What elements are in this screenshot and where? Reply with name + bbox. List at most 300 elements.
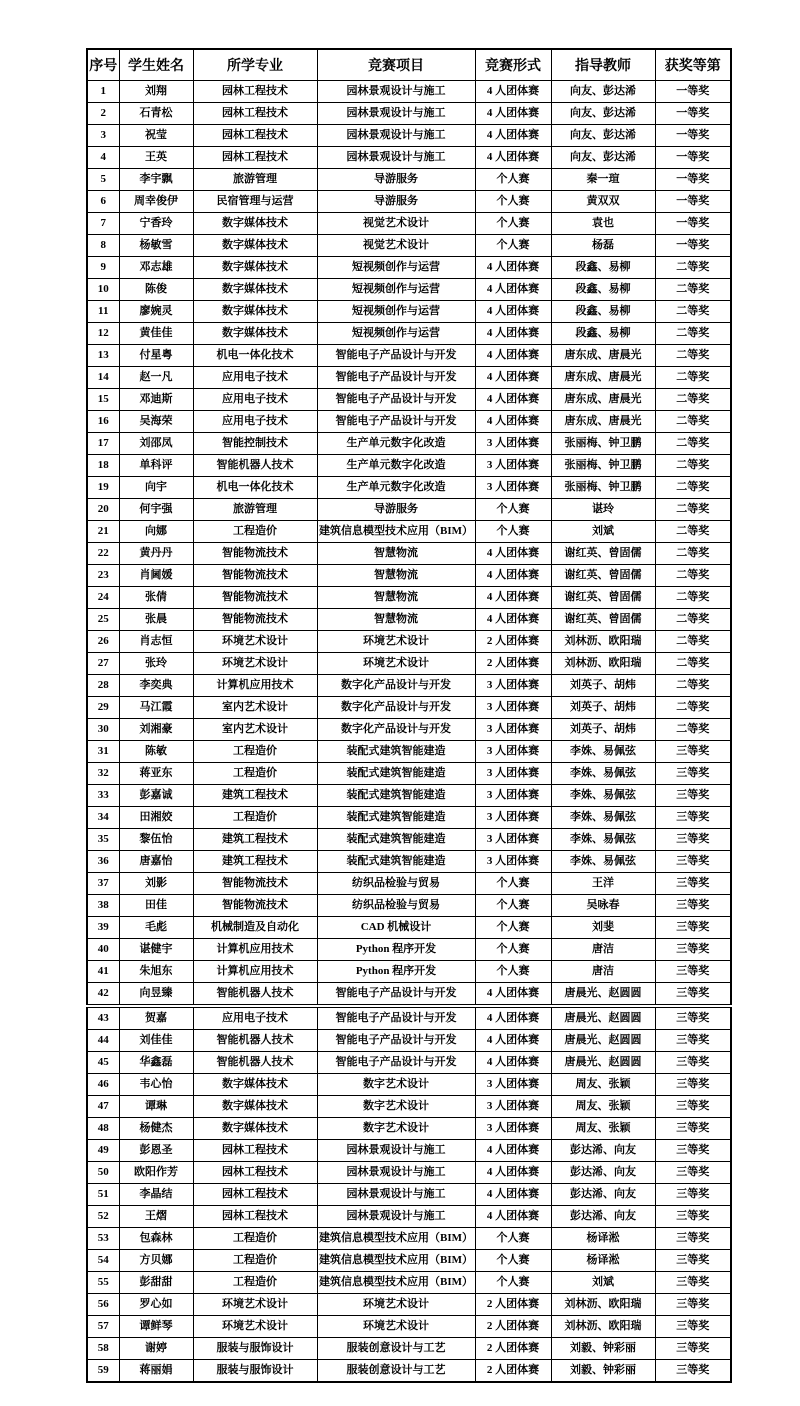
cell-award: 三等奖 bbox=[655, 1294, 731, 1316]
cell-student-name: 祝莹 bbox=[119, 125, 193, 147]
cell-index: 27 bbox=[87, 653, 119, 675]
cell-student-name: 谌健宇 bbox=[119, 939, 193, 961]
cell-format: 3 人团体赛 bbox=[475, 433, 551, 455]
cell-award: 一等奖 bbox=[655, 81, 731, 103]
cell-project: 智能电子产品设计与开发 bbox=[317, 1052, 475, 1074]
cell-project: 短视频创作与运营 bbox=[317, 257, 475, 279]
cell-format: 2 人团体赛 bbox=[475, 1316, 551, 1338]
cell-student-name: 黄佳佳 bbox=[119, 323, 193, 345]
cell-award: 三等奖 bbox=[655, 1272, 731, 1294]
cell-index: 31 bbox=[87, 741, 119, 763]
cell-format: 4 人团体赛 bbox=[475, 1206, 551, 1228]
cell-student-name: 刘影 bbox=[119, 873, 193, 895]
cell-project: 纺织品检验与贸易 bbox=[317, 895, 475, 917]
cell-index: 1 bbox=[87, 81, 119, 103]
cell-award: 三等奖 bbox=[655, 785, 731, 807]
cell-student-name: 贺嘉 bbox=[119, 1006, 193, 1030]
table-row bbox=[87, 1162, 731, 1184]
cell-format: 4 人团体赛 bbox=[475, 367, 551, 389]
cell-award: 二等奖 bbox=[655, 477, 731, 499]
table-row bbox=[87, 631, 731, 653]
cell-student-name: 马江霞 bbox=[119, 697, 193, 719]
cell-index: 43 bbox=[87, 1006, 119, 1030]
cell-major: 数字媒体技术 bbox=[193, 279, 317, 301]
cell-format: 4 人团体赛 bbox=[475, 609, 551, 631]
column-header-student-name: 学生姓名 bbox=[119, 49, 193, 81]
cell-format: 3 人团体赛 bbox=[475, 1118, 551, 1140]
cell-project: 装配式建筑智能建造 bbox=[317, 829, 475, 851]
table-row bbox=[87, 1272, 731, 1294]
table-row bbox=[87, 367, 731, 389]
cell-advisor: 段鑫、易柳 bbox=[551, 257, 655, 279]
cell-major: 工程造价 bbox=[193, 1250, 317, 1272]
cell-student-name: 黎伍怡 bbox=[119, 829, 193, 851]
cell-major: 园林工程技术 bbox=[193, 147, 317, 169]
cell-award: 二等奖 bbox=[655, 345, 731, 367]
cell-student-name: 韦心怡 bbox=[119, 1074, 193, 1096]
cell-major: 建筑工程技术 bbox=[193, 851, 317, 873]
cell-major: 室内艺术设计 bbox=[193, 697, 317, 719]
column-header-project: 竞赛项目 bbox=[317, 49, 475, 81]
cell-advisor: 李姝、易佩弦 bbox=[551, 741, 655, 763]
cell-student-name: 刘翔 bbox=[119, 81, 193, 103]
cell-advisor: 周友、张颖 bbox=[551, 1074, 655, 1096]
cell-format: 3 人团体赛 bbox=[475, 1096, 551, 1118]
cell-format: 4 人团体赛 bbox=[475, 147, 551, 169]
cell-format: 2 人团体赛 bbox=[475, 631, 551, 653]
cell-major: 计算机应用技术 bbox=[193, 675, 317, 697]
table-row bbox=[87, 411, 731, 433]
cell-project: 视觉艺术设计 bbox=[317, 213, 475, 235]
cell-award: 一等奖 bbox=[655, 169, 731, 191]
cell-advisor: 唐洁 bbox=[551, 939, 655, 961]
cell-award: 二等奖 bbox=[655, 499, 731, 521]
cell-project: 建筑信息模型技术应用（BIM） bbox=[317, 1272, 475, 1294]
cell-index: 8 bbox=[87, 235, 119, 257]
cell-advisor: 刘毅、钟彩丽 bbox=[551, 1338, 655, 1360]
cell-format: 4 人团体赛 bbox=[475, 1184, 551, 1206]
cell-format: 3 人团体赛 bbox=[475, 785, 551, 807]
cell-student-name: 张倩 bbox=[119, 587, 193, 609]
cell-index: 29 bbox=[87, 697, 119, 719]
cell-project: 服装创意设计与工艺 bbox=[317, 1360, 475, 1383]
cell-index: 41 bbox=[87, 961, 119, 983]
cell-format: 4 人团体赛 bbox=[475, 1162, 551, 1184]
table-row bbox=[87, 1250, 731, 1272]
table-row bbox=[87, 103, 731, 125]
cell-project: 数字艺术设计 bbox=[317, 1074, 475, 1096]
cell-major: 工程造价 bbox=[193, 741, 317, 763]
cell-project: 园林景观设计与施工 bbox=[317, 1206, 475, 1228]
cell-student-name: 刘佳佳 bbox=[119, 1030, 193, 1052]
cell-advisor: 唐洁 bbox=[551, 961, 655, 983]
table-row bbox=[87, 1316, 731, 1338]
table-row bbox=[87, 345, 731, 367]
cell-major: 数字媒体技术 bbox=[193, 301, 317, 323]
cell-index: 15 bbox=[87, 389, 119, 411]
cell-index: 42 bbox=[87, 983, 119, 1007]
cell-project: 智慧物流 bbox=[317, 587, 475, 609]
cell-format: 4 人团体赛 bbox=[475, 1006, 551, 1030]
cell-format: 3 人团体赛 bbox=[475, 741, 551, 763]
cell-project: CAD 机械设计 bbox=[317, 917, 475, 939]
cell-award: 二等奖 bbox=[655, 367, 731, 389]
cell-major: 智能物流技术 bbox=[193, 587, 317, 609]
cell-index: 13 bbox=[87, 345, 119, 367]
cell-major: 旅游管理 bbox=[193, 169, 317, 191]
cell-major: 工程造价 bbox=[193, 1228, 317, 1250]
cell-index: 9 bbox=[87, 257, 119, 279]
cell-award: 二等奖 bbox=[655, 301, 731, 323]
table-row bbox=[87, 477, 731, 499]
cell-index: 44 bbox=[87, 1030, 119, 1052]
cell-major: 环境艺术设计 bbox=[193, 1294, 317, 1316]
cell-project: 生产单元数字化改造 bbox=[317, 433, 475, 455]
table-row bbox=[87, 763, 731, 785]
cell-student-name: 付星粤 bbox=[119, 345, 193, 367]
cell-student-name: 陈敏 bbox=[119, 741, 193, 763]
cell-advisor: 唐东成、唐晨光 bbox=[551, 389, 655, 411]
cell-project: 短视频创作与运营 bbox=[317, 301, 475, 323]
cell-award: 三等奖 bbox=[655, 1006, 731, 1030]
cell-format: 4 人团体赛 bbox=[475, 543, 551, 565]
cell-advisor: 杨译淞 bbox=[551, 1228, 655, 1250]
cell-index: 59 bbox=[87, 1360, 119, 1383]
cell-major: 智能控制技术 bbox=[193, 433, 317, 455]
cell-award: 三等奖 bbox=[655, 1316, 731, 1338]
cell-student-name: 谭鲜琴 bbox=[119, 1316, 193, 1338]
cell-project: 园林景观设计与施工 bbox=[317, 1184, 475, 1206]
cell-award: 二等奖 bbox=[655, 543, 731, 565]
cell-major: 数字媒体技术 bbox=[193, 1074, 317, 1096]
cell-format: 4 人团体赛 bbox=[475, 389, 551, 411]
cell-major: 应用电子技术 bbox=[193, 411, 317, 433]
cell-advisor: 刘英子、胡炜 bbox=[551, 675, 655, 697]
cell-student-name: 张晨 bbox=[119, 609, 193, 631]
cell-project: 生产单元数字化改造 bbox=[317, 477, 475, 499]
cell-advisor: 王洋 bbox=[551, 873, 655, 895]
cell-award: 三等奖 bbox=[655, 1118, 731, 1140]
table-row bbox=[87, 433, 731, 455]
cell-student-name: 田湘姣 bbox=[119, 807, 193, 829]
table-row bbox=[87, 147, 731, 169]
cell-project: 数字化产品设计与开发 bbox=[317, 697, 475, 719]
table-row bbox=[87, 257, 731, 279]
cell-major: 智能机器人技术 bbox=[193, 983, 317, 1007]
cell-project: 智能电子产品设计与开发 bbox=[317, 345, 475, 367]
cell-project: Python 程序开发 bbox=[317, 939, 475, 961]
cell-award: 二等奖 bbox=[655, 653, 731, 675]
cell-format: 4 人团体赛 bbox=[475, 983, 551, 1007]
cell-project: 装配式建筑智能建造 bbox=[317, 785, 475, 807]
cell-format: 3 人团体赛 bbox=[475, 763, 551, 785]
cell-award: 二等奖 bbox=[655, 587, 731, 609]
table-row bbox=[87, 521, 731, 543]
cell-project: 短视频创作与运营 bbox=[317, 323, 475, 345]
cell-project: 智慧物流 bbox=[317, 609, 475, 631]
cell-format: 4 人团体赛 bbox=[475, 103, 551, 125]
cell-major: 智能物流技术 bbox=[193, 609, 317, 631]
cell-award: 三等奖 bbox=[655, 961, 731, 983]
cell-index: 40 bbox=[87, 939, 119, 961]
cell-student-name: 朱旭东 bbox=[119, 961, 193, 983]
cell-student-name: 宁香玲 bbox=[119, 213, 193, 235]
cell-student-name: 杨敏雪 bbox=[119, 235, 193, 257]
cell-major: 环境艺术设计 bbox=[193, 631, 317, 653]
cell-index: 12 bbox=[87, 323, 119, 345]
cell-major: 室内艺术设计 bbox=[193, 719, 317, 741]
cell-format: 个人赛 bbox=[475, 939, 551, 961]
cell-project: 智能电子产品设计与开发 bbox=[317, 411, 475, 433]
cell-student-name: 黄丹丹 bbox=[119, 543, 193, 565]
table-row bbox=[87, 741, 731, 763]
cell-format: 3 人团体赛 bbox=[475, 697, 551, 719]
cell-project: 服装创意设计与工艺 bbox=[317, 1338, 475, 1360]
cell-student-name: 王英 bbox=[119, 147, 193, 169]
cell-format: 4 人团体赛 bbox=[475, 345, 551, 367]
cell-project: 园林景观设计与施工 bbox=[317, 81, 475, 103]
cell-award: 三等奖 bbox=[655, 983, 731, 1007]
cell-award: 三等奖 bbox=[655, 1184, 731, 1206]
cell-award: 二等奖 bbox=[655, 631, 731, 653]
cell-format: 4 人团体赛 bbox=[475, 1030, 551, 1052]
cell-index: 34 bbox=[87, 807, 119, 829]
cell-major: 应用电子技术 bbox=[193, 389, 317, 411]
cell-major: 园林工程技术 bbox=[193, 81, 317, 103]
cell-major: 应用电子技术 bbox=[193, 367, 317, 389]
cell-student-name: 彭恩圣 bbox=[119, 1140, 193, 1162]
cell-index: 11 bbox=[87, 301, 119, 323]
cell-index: 49 bbox=[87, 1140, 119, 1162]
header-row bbox=[87, 49, 731, 81]
column-header-format: 竞赛形式 bbox=[475, 49, 551, 81]
cell-format: 个人赛 bbox=[475, 235, 551, 257]
cell-student-name: 谭琳 bbox=[119, 1096, 193, 1118]
cell-index: 45 bbox=[87, 1052, 119, 1074]
cell-major: 智能物流技术 bbox=[193, 543, 317, 565]
cell-format: 2 人团体赛 bbox=[475, 1338, 551, 1360]
table-row bbox=[87, 1006, 731, 1030]
cell-award: 三等奖 bbox=[655, 1360, 731, 1383]
cell-project: 智能电子产品设计与开发 bbox=[317, 367, 475, 389]
cell-advisor: 谢红英、曾固儒 bbox=[551, 609, 655, 631]
cell-advisor: 周友、张颖 bbox=[551, 1118, 655, 1140]
table-row bbox=[87, 191, 731, 213]
cell-advisor: 彭达浠、向友 bbox=[551, 1206, 655, 1228]
cell-major: 数字媒体技术 bbox=[193, 1118, 317, 1140]
cell-award: 三等奖 bbox=[655, 763, 731, 785]
cell-index: 55 bbox=[87, 1272, 119, 1294]
cell-award: 一等奖 bbox=[655, 103, 731, 125]
cell-format: 3 人团体赛 bbox=[475, 829, 551, 851]
table-row bbox=[87, 609, 731, 631]
cell-major: 智能机器人技术 bbox=[193, 455, 317, 477]
column-header-advisor: 指导教师 bbox=[551, 49, 655, 81]
cell-student-name: 向娜 bbox=[119, 521, 193, 543]
cell-format: 3 人团体赛 bbox=[475, 851, 551, 873]
cell-award: 三等奖 bbox=[655, 1074, 731, 1096]
cell-project: 建筑信息模型技术应用（BIM） bbox=[317, 1228, 475, 1250]
cell-student-name: 陈俊 bbox=[119, 279, 193, 301]
table-row bbox=[87, 917, 731, 939]
table-row bbox=[87, 1206, 731, 1228]
table-row bbox=[87, 1030, 731, 1052]
table-row bbox=[87, 851, 731, 873]
cell-advisor: 谢红英、曾固儒 bbox=[551, 543, 655, 565]
cell-major: 计算机应用技术 bbox=[193, 961, 317, 983]
cell-advisor: 向友、彭达浠 bbox=[551, 125, 655, 147]
cell-format: 2 人团体赛 bbox=[475, 1360, 551, 1383]
cell-award: 二等奖 bbox=[655, 279, 731, 301]
cell-index: 58 bbox=[87, 1338, 119, 1360]
cell-award: 三等奖 bbox=[655, 1228, 731, 1250]
cell-index: 57 bbox=[87, 1316, 119, 1338]
cell-index: 47 bbox=[87, 1096, 119, 1118]
cell-major: 环境艺术设计 bbox=[193, 653, 317, 675]
cell-project: 园林景观设计与施工 bbox=[317, 147, 475, 169]
table-row bbox=[87, 829, 731, 851]
cell-award: 三等奖 bbox=[655, 939, 731, 961]
cell-major: 工程造价 bbox=[193, 807, 317, 829]
cell-advisor: 袁也 bbox=[551, 213, 655, 235]
cell-student-name: 彭甜甜 bbox=[119, 1272, 193, 1294]
cell-major: 工程造价 bbox=[193, 521, 317, 543]
cell-project: 导游服务 bbox=[317, 499, 475, 521]
cell-student-name: 包森林 bbox=[119, 1228, 193, 1250]
cell-advisor: 刘斌 bbox=[551, 1272, 655, 1294]
awards-table bbox=[86, 48, 732, 1383]
cell-format: 2 人团体赛 bbox=[475, 1294, 551, 1316]
cell-award: 三等奖 bbox=[655, 1162, 731, 1184]
cell-project: 导游服务 bbox=[317, 191, 475, 213]
cell-award: 三等奖 bbox=[655, 1052, 731, 1074]
cell-advisor: 周友、张颖 bbox=[551, 1096, 655, 1118]
cell-student-name: 邓迪斯 bbox=[119, 389, 193, 411]
cell-advisor: 刘斌 bbox=[551, 521, 655, 543]
cell-index: 54 bbox=[87, 1250, 119, 1272]
cell-award: 三等奖 bbox=[655, 807, 731, 829]
cell-award: 三等奖 bbox=[655, 873, 731, 895]
cell-student-name: 彭嘉诚 bbox=[119, 785, 193, 807]
cell-award: 二等奖 bbox=[655, 521, 731, 543]
cell-index: 28 bbox=[87, 675, 119, 697]
cell-major: 智能物流技术 bbox=[193, 873, 317, 895]
cell-award: 二等奖 bbox=[655, 697, 731, 719]
table-row bbox=[87, 653, 731, 675]
cell-student-name: 肖志恒 bbox=[119, 631, 193, 653]
table-row bbox=[87, 169, 731, 191]
cell-award: 一等奖 bbox=[655, 191, 731, 213]
cell-award: 三等奖 bbox=[655, 1250, 731, 1272]
cell-index: 6 bbox=[87, 191, 119, 213]
cell-format: 3 人团体赛 bbox=[475, 455, 551, 477]
cell-format: 4 人团体赛 bbox=[475, 279, 551, 301]
cell-index: 39 bbox=[87, 917, 119, 939]
table-body bbox=[87, 81, 731, 1383]
cell-project: 智慧物流 bbox=[317, 565, 475, 587]
cell-index: 21 bbox=[87, 521, 119, 543]
cell-advisor: 唐晨光、赵圆圆 bbox=[551, 1052, 655, 1074]
cell-award: 一等奖 bbox=[655, 235, 731, 257]
cell-project: Python 程序开发 bbox=[317, 961, 475, 983]
cell-advisor: 李姝、易佩弦 bbox=[551, 807, 655, 829]
cell-advisor: 刘毅、钟彩丽 bbox=[551, 1360, 655, 1383]
cell-advisor: 彭达浠、向友 bbox=[551, 1184, 655, 1206]
table-row bbox=[87, 961, 731, 983]
cell-advisor: 刘林沥、欧阳瑞 bbox=[551, 653, 655, 675]
cell-format: 个人赛 bbox=[475, 895, 551, 917]
cell-project: 园林景观设计与施工 bbox=[317, 125, 475, 147]
table-row bbox=[87, 301, 731, 323]
cell-award: 三等奖 bbox=[655, 895, 731, 917]
cell-format: 个人赛 bbox=[475, 1228, 551, 1250]
cell-format: 2 人团体赛 bbox=[475, 653, 551, 675]
table-row bbox=[87, 1184, 731, 1206]
cell-advisor: 李姝、易佩弦 bbox=[551, 785, 655, 807]
cell-major: 数字媒体技术 bbox=[193, 235, 317, 257]
cell-award: 二等奖 bbox=[655, 411, 731, 433]
cell-award: 三等奖 bbox=[655, 1096, 731, 1118]
cell-award: 三等奖 bbox=[655, 1030, 731, 1052]
cell-student-name: 邓志雄 bbox=[119, 257, 193, 279]
cell-student-name: 赵一凡 bbox=[119, 367, 193, 389]
cell-major: 智能物流技术 bbox=[193, 565, 317, 587]
cell-project: 园林景观设计与施工 bbox=[317, 1162, 475, 1184]
cell-index: 20 bbox=[87, 499, 119, 521]
cell-major: 服装与服饰设计 bbox=[193, 1338, 317, 1360]
cell-advisor: 谢红英、曾固儒 bbox=[551, 587, 655, 609]
cell-format: 4 人团体赛 bbox=[475, 323, 551, 345]
cell-project: 园林景观设计与施工 bbox=[317, 1140, 475, 1162]
cell-index: 56 bbox=[87, 1294, 119, 1316]
cell-advisor: 杨译淞 bbox=[551, 1250, 655, 1272]
cell-project: 智能电子产品设计与开发 bbox=[317, 1030, 475, 1052]
cell-award: 二等奖 bbox=[655, 455, 731, 477]
cell-index: 30 bbox=[87, 719, 119, 741]
cell-student-name: 罗心如 bbox=[119, 1294, 193, 1316]
column-header-major: 所学专业 bbox=[193, 49, 317, 81]
table-row bbox=[87, 983, 731, 1007]
cell-index: 46 bbox=[87, 1074, 119, 1096]
cell-major: 园林工程技术 bbox=[193, 103, 317, 125]
cell-index: 22 bbox=[87, 543, 119, 565]
cell-format: 4 人团体赛 bbox=[475, 257, 551, 279]
cell-index: 52 bbox=[87, 1206, 119, 1228]
table-row bbox=[87, 807, 731, 829]
cell-index: 37 bbox=[87, 873, 119, 895]
cell-advisor: 刘英子、胡炜 bbox=[551, 719, 655, 741]
cell-major: 智能机器人技术 bbox=[193, 1030, 317, 1052]
cell-project: 建筑信息模型技术应用（BIM） bbox=[317, 1250, 475, 1272]
cell-project: 智慧物流 bbox=[317, 543, 475, 565]
table-row bbox=[87, 939, 731, 961]
table-row bbox=[87, 235, 731, 257]
table-row bbox=[87, 81, 731, 103]
cell-advisor: 黄双双 bbox=[551, 191, 655, 213]
cell-student-name: 石青松 bbox=[119, 103, 193, 125]
table-row bbox=[87, 895, 731, 917]
cell-index: 2 bbox=[87, 103, 119, 125]
cell-major: 园林工程技术 bbox=[193, 125, 317, 147]
cell-student-name: 周幸俊伊 bbox=[119, 191, 193, 213]
cell-major: 园林工程技术 bbox=[193, 1162, 317, 1184]
cell-index: 17 bbox=[87, 433, 119, 455]
table-row bbox=[87, 873, 731, 895]
cell-format: 4 人团体赛 bbox=[475, 587, 551, 609]
table-row bbox=[87, 213, 731, 235]
cell-project: 生产单元数字化改造 bbox=[317, 455, 475, 477]
cell-student-name: 王熠 bbox=[119, 1206, 193, 1228]
